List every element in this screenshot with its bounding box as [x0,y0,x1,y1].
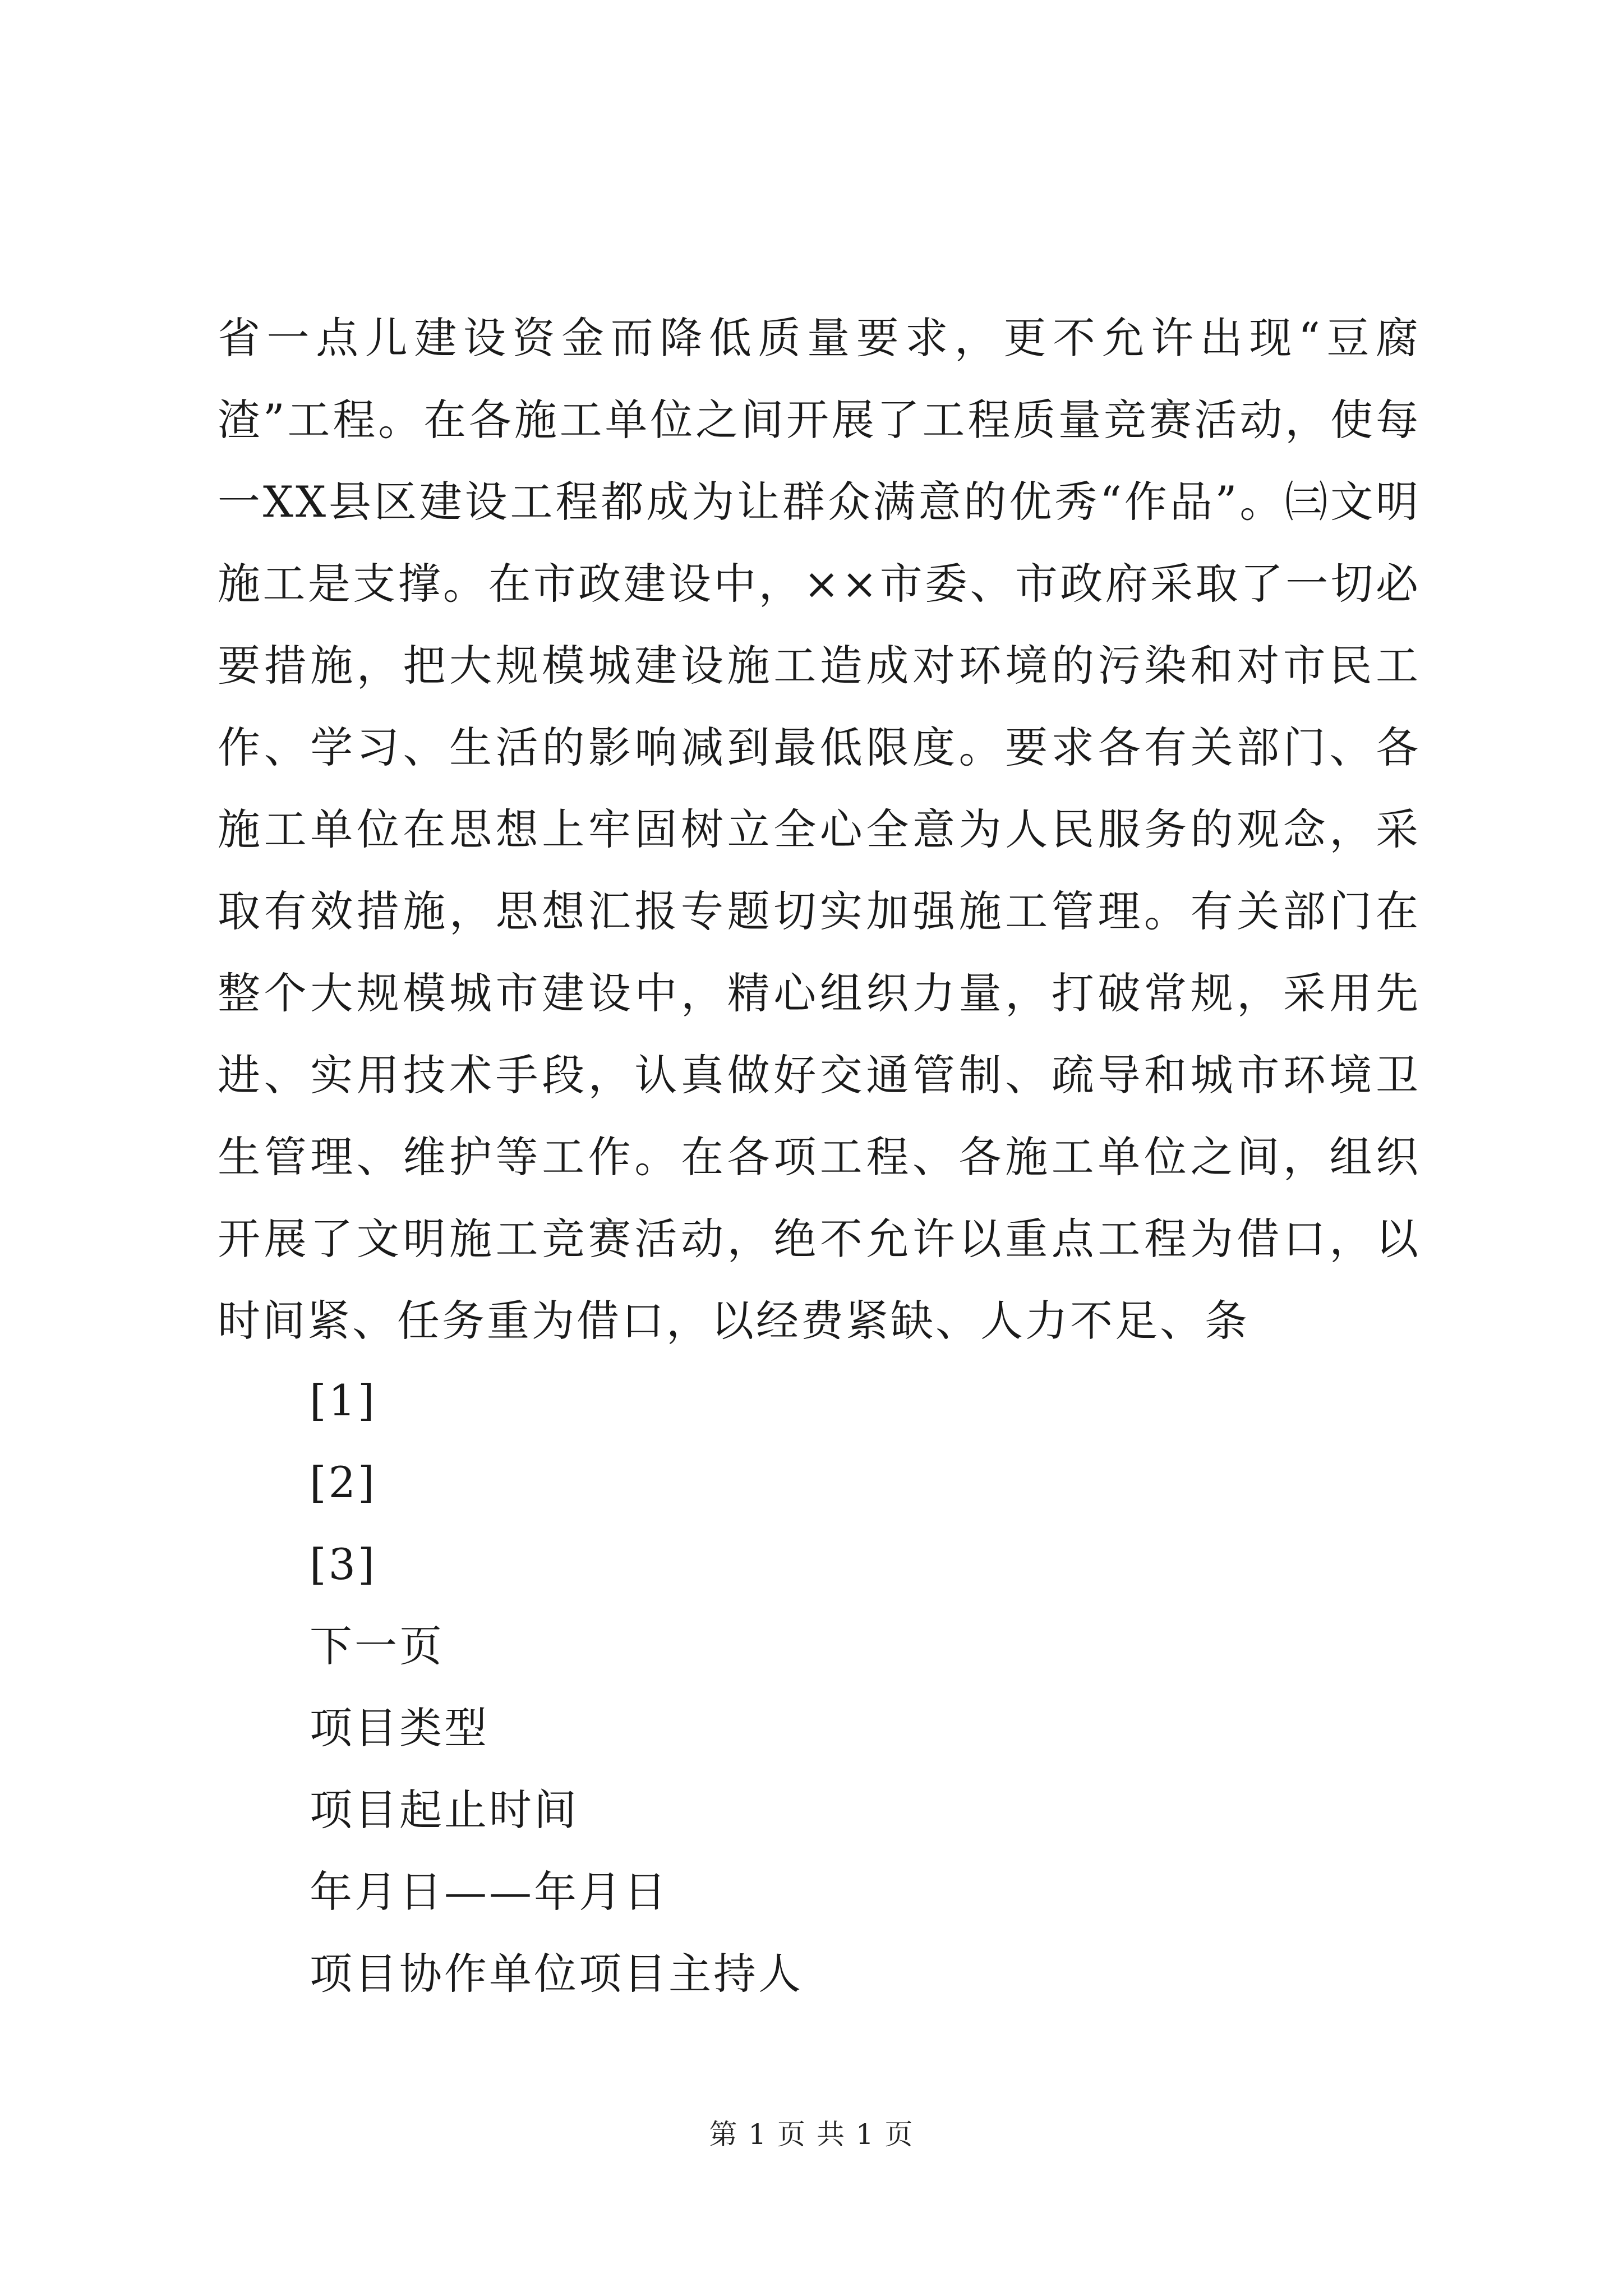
field-partner-host: 项目协作单位项目主持人 [310,1949,803,1999]
item-list [310,1360,803,2015]
page-link-3[interactable]: [3] [310,1539,377,1589]
next-page-link[interactable]: 下一页 [310,1621,444,1671]
field-project-period: 项目起止时间 [310,1785,579,1835]
field-date-range: 年月日——年月日 [310,1867,668,1917]
field-project-type: 项目类型 [310,1703,489,1753]
page-link-1[interactable]: [1] [310,1375,377,1425]
page-footer: 第 1 页 共 1 页 [709,2118,914,2151]
page-link-2[interactable]: [2] [310,1457,377,1507]
body-paragraph: 省一点儿建设资金而降低质量要求，更不允许出现“豆腐渣”工程。在各施工单位之间开展了工程质量竞赛活动，使每一XX县区建设工程都成为让群众满意的优秀“作品”。㈢文明施工是支撑。在市政建设中，××市委、市政府采取了一切必要措施，把大规模城建设施工造成对环境的污染和对市民工作、学习、生活的影响减到最低限度。要求各有关部门、各施工单位在思想上牢固树立全心全意为人民服务的观念，采取有效措施，思想汇报专题切实加强施工管理。有关部门在整个大规模城市建设中，精心组织力量，打破常规，采用先进、实用技术手段，认真做好交通管制、疏导和城市环境卫生管理、维护等工作。在各项工程、各施工单位之间，组织开展了文明施工竞赛活动，绝不允许以重点工程为借口，以时间紧、任务重为借口，以经费紧缺、人力不足、条 [218,313,1421,1346]
